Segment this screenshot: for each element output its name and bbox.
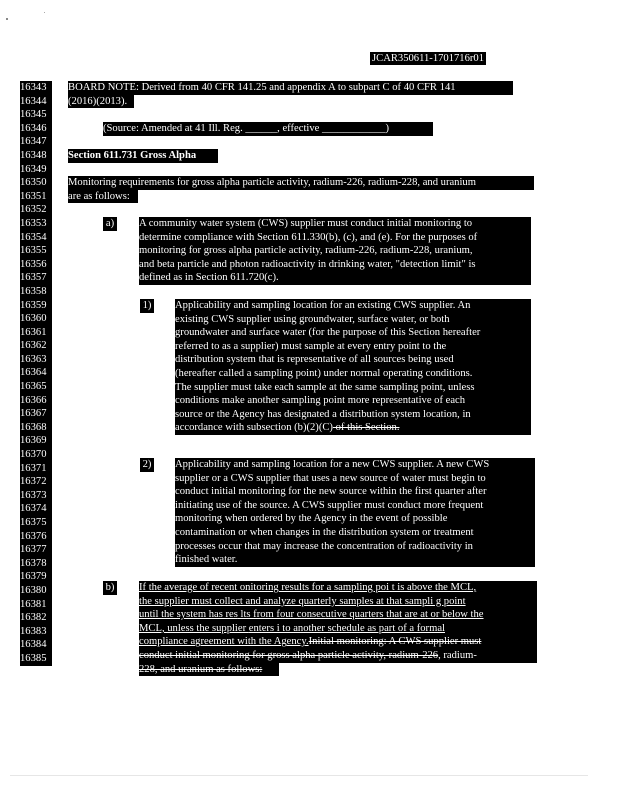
line-number: 16385 <box>20 652 47 664</box>
paragraph-line: referred to as a supplier) must sample at every entry point to the <box>175 340 447 352</box>
line-number: 16369 <box>20 435 47 447</box>
line-number: 16352 <box>20 204 47 216</box>
paragraph-line: groundwater and surface water (for the purpose of this Section hereafter <box>175 327 481 339</box>
paragraph-line: contamination or when changes in the distribution system or treatment <box>175 526 474 538</box>
line-number: 16384 <box>20 639 47 651</box>
line-number: 16355 <box>20 245 47 257</box>
paragraph-line: A community water system (CWS) supplier must conduct initial monitoring to <box>139 218 473 229</box>
line-number: 16351 <box>20 190 47 202</box>
line-number: 16350 <box>20 177 47 189</box>
line-number: 16380 <box>20 584 47 596</box>
paragraph-line: finished water. <box>175 554 238 566</box>
paragraph-line: Applicability and sampling location for a new CWS supplier. A new CWS <box>175 459 490 470</box>
board-note-cont <box>68 95 134 109</box>
board-note-line: BOARD NOTE: Derived from 40 CFR 141.25 and appendix A to subpart C of 40 CFR 141 <box>68 82 456 93</box>
line-number: 16381 <box>20 598 47 610</box>
line-number: 16374 <box>20 503 47 515</box>
line-number: 16364 <box>20 367 47 379</box>
paragraph-line: source or the Agency has designated a distribution system location, in <box>175 408 471 420</box>
line-number: 16365 <box>20 381 47 393</box>
paragraph-line: (hereafter called a sampling point) under normal operating conditions. <box>175 367 473 379</box>
line-number: 16348 <box>20 149 47 161</box>
line-number: 16343 <box>20 82 47 93</box>
line-number: 16344 <box>20 95 47 107</box>
scan-speck <box>44 12 45 13</box>
line-number: 16377 <box>20 544 47 556</box>
line-number: 16359 <box>20 299 47 311</box>
paragraph-line: initiating use of the source. A CWS supplier must conduct more frequent <box>175 499 484 511</box>
paragraph-line: supplier or a CWS supplier that uses a new source of water must begin to <box>175 472 486 484</box>
paragraph-line: existing CWS supplier using groundwater, surface water, or both <box>175 313 450 325</box>
intro-paragraph-cont: are as follows: <box>68 190 138 204</box>
paragraph-line: The supplier must take each sample at the same sampling point, unless <box>175 381 475 393</box>
paragraph-line: and beta particle and photon radioactivity in drinking water, "detection limit" is <box>139 258 476 270</box>
paragraph-line: processes occur that may increase the concentration of radioactivity in <box>175 540 473 552</box>
para-a2 <box>175 458 535 567</box>
line-number: 16363 <box>20 353 47 365</box>
line-number: 16360 <box>20 313 47 325</box>
line-number: 16382 <box>20 612 47 624</box>
paragraph-line: Applicability and sampling location for an existing CWS supplier. An <box>175 300 471 311</box>
para-a1-label: 1) <box>140 299 154 313</box>
line-number: 16379 <box>20 571 47 583</box>
line-number: 16373 <box>20 489 47 501</box>
line-number: 16346 <box>20 122 47 134</box>
line-number: 16349 <box>20 163 47 175</box>
line-number: 16370 <box>20 449 47 461</box>
paragraph-line: conditions make another sampling point more representative of each <box>175 395 466 407</box>
board-note <box>68 81 513 95</box>
line-number: 16366 <box>20 394 47 406</box>
para-a1 <box>175 299 531 435</box>
para-b: If the average of recent onitoring results for a sampling poi t is above the MCL, the supplier must collect and analyze quarterly samples at that sampli g point until the system has res lts from four consecutive quarters that are at or below the MCL, unless the supplier enters i to another schedule as part of a formal compliance agreement with the Agency.Initial monitoring: A CWS supplier must conduct initial monitoring for gross alpha particle activity, radium-226, radium- <box>139 581 537 663</box>
line-number: 16345 <box>20 109 47 121</box>
line-number: 16368 <box>20 421 47 433</box>
line-number: 16347 <box>20 136 47 148</box>
para-b-label: b) <box>103 581 117 595</box>
paragraph-line: distribution system that is representative of all sources being used <box>175 354 454 366</box>
paragraph-line: defined as in Section 611.720(c). <box>139 272 279 284</box>
line-number: 16362 <box>20 340 47 352</box>
line-number: 16371 <box>20 462 47 474</box>
line-number: 16356 <box>20 258 47 270</box>
line-number: 16367 <box>20 408 47 420</box>
para-a-label: a) <box>103 217 117 231</box>
para-b-cont: 228, and uranium as follows: <box>139 663 279 677</box>
line-number: 16378 <box>20 557 47 569</box>
document-code: JCAR350611-1701716r01 <box>372 53 485 64</box>
scan-speck <box>6 18 8 20</box>
line-number: 16383 <box>20 625 47 637</box>
line-number: 16353 <box>20 217 47 229</box>
paragraph-line: conduct initial monitoring for the new source within the first quarter after <box>175 486 487 498</box>
line-number: 16375 <box>20 517 47 528</box>
para-a <box>139 217 531 285</box>
page-bottom-rule <box>10 775 588 776</box>
line-numbers <box>20 81 52 666</box>
paragraph-line: monitoring when ordered by the Agency in the event of possible <box>175 513 448 525</box>
line-number: 16357 <box>20 272 47 284</box>
paragraph-line: monitoring for gross alpha particle activity, radium-226, radium-228, uranium, <box>139 245 473 257</box>
line-number: 16372 <box>20 476 47 488</box>
line-number: 16358 <box>20 285 47 297</box>
board-note-line: (2016)(2013). <box>68 95 128 107</box>
para-a2-label: 2) <box>140 458 154 472</box>
paragraph-line: accordance with subsection (b)(2)(C) of this Section. <box>175 422 400 434</box>
paragraph-line: determine compliance with Section 611.330(b), (c), and (e). For the purposes of <box>139 231 478 243</box>
line-number: 16354 <box>20 231 47 243</box>
source-note: (Source: Amended at 41 Ill. Reg. ______, effective ____________) <box>103 122 433 136</box>
line-number: 16376 <box>20 530 47 542</box>
intro-paragraph: Monitoring requirements for gross alpha particle activity, radium-226, radium-228, and uranium <box>68 176 534 190</box>
line-number: 16361 <box>20 326 47 338</box>
section-title: Section 611.731 Gross Alpha <box>68 149 218 163</box>
